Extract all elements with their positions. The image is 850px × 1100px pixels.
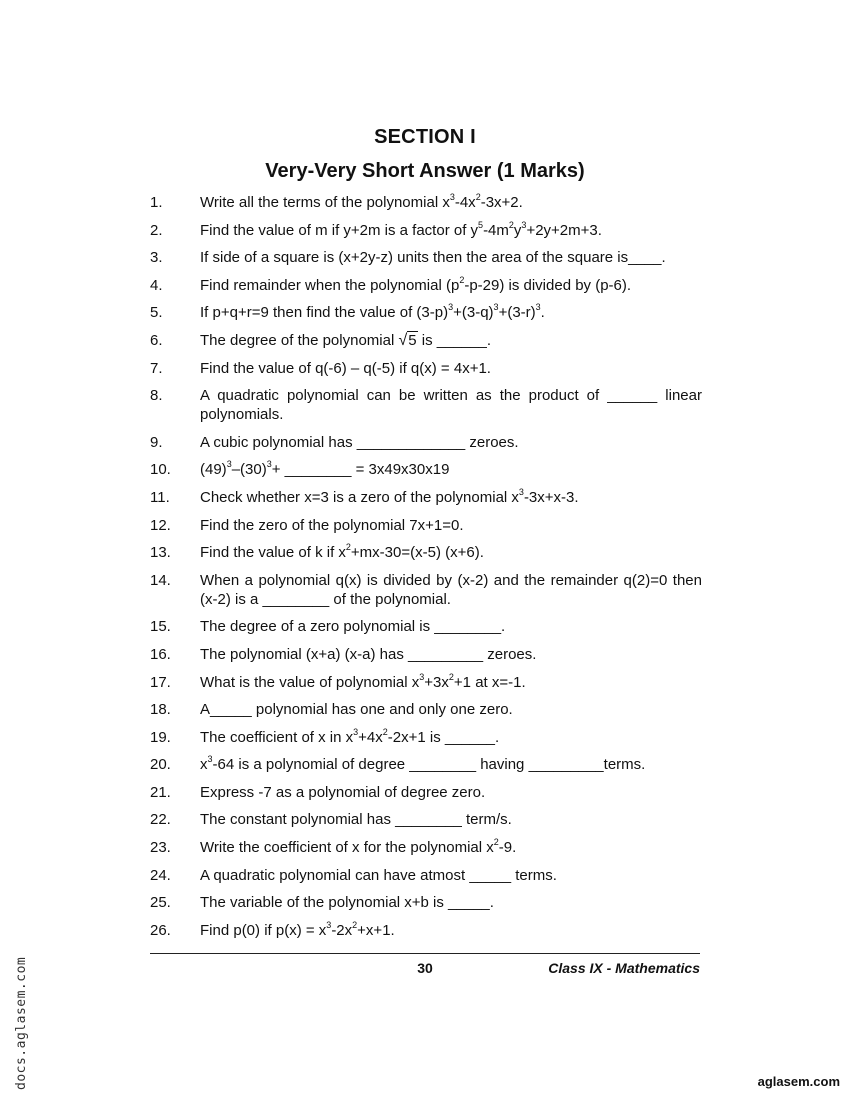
question-item [150,921,702,940]
question-list [150,193,702,948]
question-item [150,700,702,719]
question-text: What is the value of polynomial $x^3+3x^2+1$ at x=-1. [200,671,526,691]
question-text: When a polynomial q(x) is divided by (x-2) and the remainder q(2)=0 then (x-2) is a ________ of the polynomial. [200,571,702,608]
question-item [150,303,702,322]
question-item [150,755,702,774]
question-item [150,673,702,692]
question-item [150,221,702,240]
question-number: 23. [150,839,171,857]
question-text: The degree of a zero polynomial is ________. [200,618,506,636]
question-number: 4. [150,276,163,294]
question-text: Find the value of k if $x^2+mx-30=(x-5)$ (x+6). [200,542,484,562]
question-item [150,516,702,535]
question-text: Check whether x=3 is a zero of the polynomial $x^3-3x+x-3$. [200,486,579,506]
sqrt-symbol: √ [398,331,408,349]
question-item [150,488,702,507]
section-title: SECTION I [374,126,476,148]
question-number: 15. [150,618,171,636]
question-text: Find the value of q(-6) – q(-5) if q(x) = 4x+1. [200,359,491,377]
question-text: A quadratic polynomial can be written as the product of ______ linear polynomials. [200,387,702,424]
question-text: Find the zero of the polynomial 7x+1=0. [200,516,464,534]
question-number: 24. [150,866,171,884]
question-number: 14. [150,571,171,589]
page-number: 30 [417,960,433,976]
question-number: 12. [150,516,171,534]
question-text: A cubic polynomial has _____________ zeroes. [200,433,519,451]
question-number: 25. [150,894,171,912]
question-text: A quadratic polynomial can have atmost _____ terms. [200,866,557,884]
question-number: 1. [150,194,163,211]
book-title: Class IX - Mathematics [548,960,700,976]
question-item [150,728,702,747]
question-number: 11. [150,488,170,506]
question-item [150,571,702,609]
question-text: Write the coefficient of x for the polynomial $x^2-9$. [200,837,517,857]
question-text: If p+q+r=9 then find the value of $(3-p)^3+(3-q)^3+(3-r)^3$. [200,302,545,322]
question-item [150,783,702,802]
question-item [150,893,702,912]
question-item [150,838,702,857]
question-item [150,276,702,295]
question-item [150,866,702,885]
question-text: Find the value of m if y+2m is a factor of $y^5-4m^2y^3+2y+2m+3$. [200,219,602,239]
question-item [150,433,702,452]
question-item [150,331,702,350]
question-text: The variable of the polynomial x+b is _____. [200,894,494,912]
question-text: A_____ polynomial has one and only one zero. [200,701,513,719]
question-text: Find remainder when the polynomial $(p^2-p-29)$ is divided by (p-6). [200,274,632,294]
question-text: If side of a square is (x+2y-z) units then the area of the square is____. [200,249,666,267]
question-number: 20. [150,756,171,774]
question-text: $x^3-64$ is a polynomial of degree ________ having _________terms. [200,754,646,774]
question-item [150,617,702,636]
question-number: 13. [150,544,171,562]
question-text: The degree of the polynomial √5 is ______. [200,331,491,349]
question-item [150,543,702,562]
question-text: Express -7 as a polynomial of degree zero. [200,783,486,801]
question-number: 2. [150,221,163,239]
side-watermark: docs.aglasem.com [14,956,29,1090]
question-item [150,193,702,212]
question-item [150,359,702,378]
question-number: 17. [150,673,171,691]
question-text: The constant polynomial has ________ term/s. [200,811,512,829]
question-text: $(49)^3-(30)^3+$ ________ = 3x49x30x19 [200,459,450,479]
question-number: 6. [150,331,163,349]
question-number: 3. [150,249,163,267]
question-number: 21. [150,783,171,801]
section-subtitle: Very-Very Short Answer (1 Marks) [265,160,585,182]
question-text: Find p(0) if $p(x) = x^3-2x^2+x+1$. [200,919,395,939]
question-item [150,386,702,424]
question-number: 19. [150,728,171,746]
question-text: The polynomial (x+a) (x-a) has _________ zeroes. [200,645,537,663]
question-number: 18. [150,701,171,719]
question-number: 10. [150,461,171,479]
site-watermark: aglasem.com [757,1074,840,1089]
question-item [150,645,702,664]
question-number: 26. [150,921,171,939]
question-text: The coefficient of x in $x^3+4x^2-2x+1$ is ______. [200,726,500,746]
question-number: 22. [150,811,171,829]
question-number: 9. [150,433,163,451]
question-number: 7. [150,359,163,377]
question-item [150,460,702,479]
question-number: 5. [150,304,163,322]
question-number: 8. [150,387,163,405]
question-number: 16. [150,645,171,663]
footer-divider [150,953,700,954]
question-text: Write all the terms of the polynomial $x^3-4x^2-3x+2$. [200,192,523,211]
question-item [150,248,702,267]
question-item [150,810,702,829]
